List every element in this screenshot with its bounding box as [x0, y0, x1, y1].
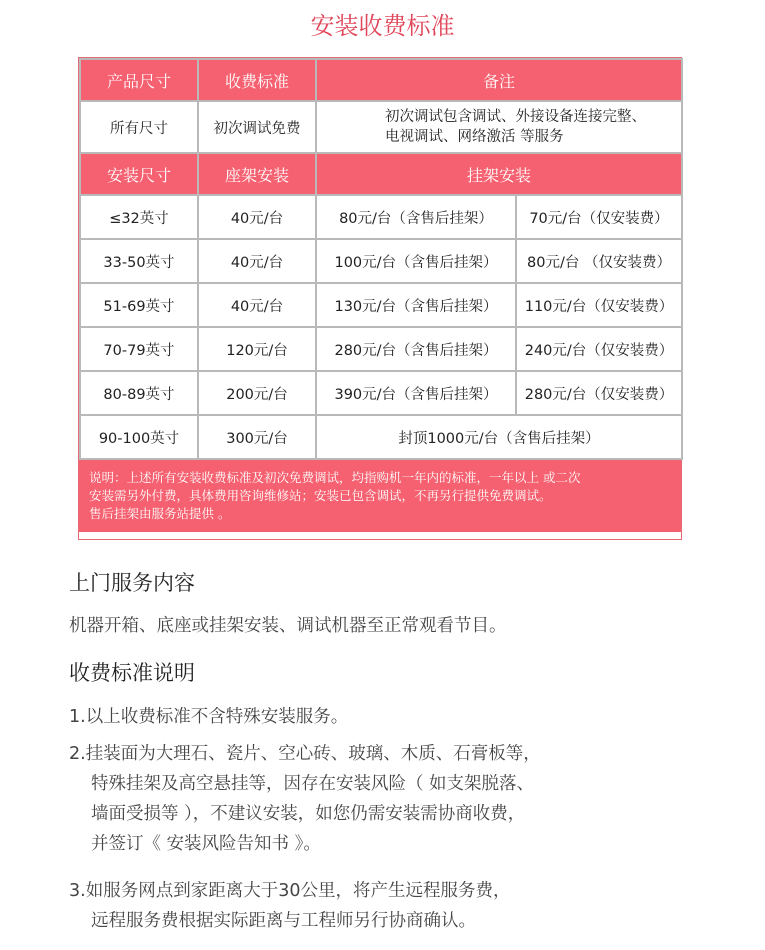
page-title: 安装收费标准	[310, 12, 455, 40]
header-install-size: 安装尺寸	[80, 153, 198, 195]
header-fee-standard: 收费标准	[198, 59, 316, 101]
explain-item-2-line: 特殊挂架及高空悬挂等，因存在安装风险（ 如支架脱落、	[91, 774, 535, 794]
cell-first-debug-free: 初次调试免费	[198, 101, 316, 153]
explain-item-1: 1.以上收费标准不含特殊安装服务。	[69, 707, 349, 727]
header-seat-install: 座架安装	[198, 153, 316, 195]
header-remarks: 备注	[316, 59, 682, 101]
cell-wall-only-price: 80元/台 （仅安装费）	[516, 239, 682, 283]
cell-seat-price: 40元/台	[198, 283, 316, 327]
table-row	[80, 239, 682, 283]
cell-wall-only-price: 280元/台（仅安装费）	[516, 371, 682, 415]
header-product-size: 产品尺寸	[80, 59, 198, 101]
cell-size: 80-89英寸	[80, 371, 198, 415]
cell-wall-incl-price: 100元/台（含售后挂架）	[316, 239, 516, 283]
fee-grid	[79, 58, 683, 460]
service-title: 上门服务内容	[69, 571, 195, 595]
table-row	[80, 327, 682, 371]
cell-wall-only-price: 240元/台（仅安装费）	[516, 327, 682, 371]
explain-item-2-line: 并签订《 安装风险告知书 》。	[91, 834, 321, 854]
cell-size: 70-79英寸	[80, 327, 198, 371]
debug-note-line: 初次调试包含调试、外接设备连接完整、	[385, 109, 646, 125]
cell-size: 51-69英寸	[80, 283, 198, 327]
table-subheader-row	[80, 153, 682, 195]
cell-seat-price: 40元/台	[198, 195, 316, 239]
explain-item-2	[69, 739, 541, 859]
cell-wall-incl-price: 130元/台（含售后挂架）	[316, 283, 516, 327]
table-row	[80, 283, 682, 327]
footnote-line: 安装需另外付费，具体费用咨询维修站；安装已包含调试，不再另行提供免费调试。	[89, 488, 552, 503]
explain-item-3	[69, 876, 510, 936]
table-row	[80, 415, 682, 459]
cell-seat-price: 300元/台	[198, 415, 316, 459]
explain-item-2-line: 2.挂装面为大理石、瓷片、空心砖、玻璃、木质、石膏板等，	[69, 744, 541, 764]
table-row	[80, 371, 682, 415]
cell-size: ≤32英寸	[80, 195, 198, 239]
cell-seat-price: 200元/台	[198, 371, 316, 415]
footnote-line: 说明：上述所有安装收费标准及初次免费调试，均指购机一年内的标准，一年以上 或二次	[89, 470, 581, 485]
cell-wall-only-price: 70元/台（仅安装费）	[516, 195, 682, 239]
footnote-line: 售后挂架由服务站提供 。	[89, 506, 231, 521]
table-row	[80, 195, 682, 239]
table-header-row	[80, 59, 682, 101]
cell-all-sizes: 所有尺寸	[80, 101, 198, 153]
table-row	[80, 101, 682, 153]
cell-wall-only-price: 110元/台（仅安装费）	[516, 283, 682, 327]
cell-wall-cap-price: 封顶1000元/台（含售后挂架）	[316, 415, 682, 459]
service-text: 机器开箱、底座或挂架安装、调试机器至正常观看节目。	[69, 616, 507, 636]
cell-seat-price: 40元/台	[198, 239, 316, 283]
fee-table	[78, 57, 682, 540]
cell-seat-price: 120元/台	[198, 327, 316, 371]
explain-item-3-line: 远程服务费根据实际距离与工程师另行协商确认。	[91, 911, 476, 931]
explain-title: 收费标准说明	[69, 661, 195, 685]
cell-wall-incl-price: 80元/台（含售后挂架）	[316, 195, 516, 239]
table-footnote	[79, 460, 681, 532]
cell-debug-note	[316, 101, 682, 153]
explain-item-3-line: 3.如服务网点到家距离大于30公里，将产生远程服务费，	[69, 881, 511, 901]
explain-item-2-line: 墙面受损等 ），不建议安装，如您仍需安装需协商收费，	[91, 804, 526, 824]
header-wall-install: 挂架安装	[316, 153, 682, 195]
cell-wall-incl-price: 280元/台（含售后挂架）	[316, 327, 516, 371]
debug-note-line: 电视调试、网络激活 等服务	[385, 129, 564, 145]
cell-size: 90-100英寸	[80, 415, 198, 459]
cell-size: 33-50英寸	[80, 239, 198, 283]
cell-wall-incl-price: 390元/台（含售后挂架）	[316, 371, 516, 415]
